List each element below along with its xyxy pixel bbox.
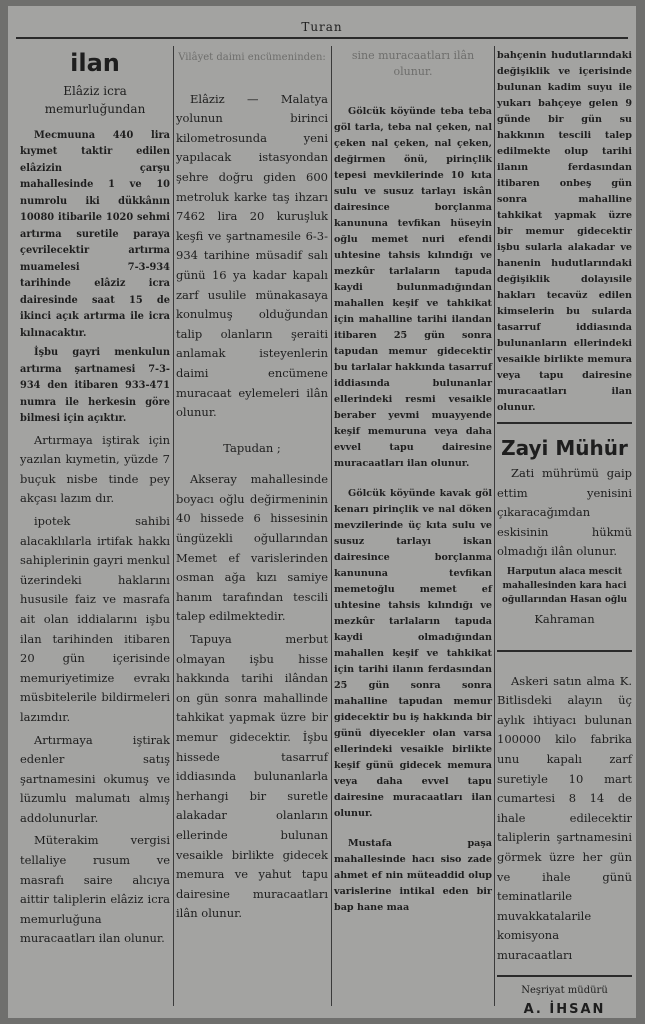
column-divider	[494, 46, 495, 1006]
paragraph: Akseray mahallesinde boyacı oğlu değirmeninin 40 hissede 6 hissesinin üngüzekli oğullarından Memet ef varislerinden osman ağa kızı samiye hanım tarafından tescili talep edilmektedir.	[176, 472, 328, 624]
military-purchase-text: Askeri satın alma K. Bitlisdeki alayın üç aylık ihtiyacı bulunan 100000 kilo fabrika unu kapalı zarf suretiyle 10 mart cumartesi 8 14 de ihale edilecektir taliplerin şartnamesini görmek üzre her gün ve ihale günü teminatlarile muvakkatalarile komisyona muracaatları	[497, 673, 632, 962]
notice-source: Vilâyet daimi encümeninden:	[178, 52, 326, 63]
zayi-muhur-note: Harputun alaca mescit mahallesinden kara haci oğullarından Hasan oğlu	[501, 566, 628, 605]
masthead	[8, 6, 636, 40]
continued-text: sine muracaatları ilân olunur.	[351, 49, 475, 78]
newspaper-title: Turan	[301, 20, 343, 34]
paragraph: Müterakim vergisi tellaliye rusum ve masrafı saire alıcıya aittir taliplerin elâziz icra memurluğuna muracaatları ilan olunur.	[20, 833, 170, 946]
column-2	[176, 48, 328, 1008]
paragraph: bahçenin hudutlarındaki değişiklik ve içerisinde bulunan kadim suyu ile yukarı bahçeye gelen 9 günde bir gün su hakkının tescili talep edilmekte olup tarihi ilanın ferdasından itibaren onbeş gün sonra mahalline tahkikat yapmak üzre bir memur gidecektir işbu sularla alakadar ve hanenin hudutlarındaki değişiklik dolayısile hakları tecavüz edilen kimselerin bu sularda tasarruf iddiasında bulunanların ellerindeki vesaikle birlikte memura veya tapu dairesine muracaatları ilan olunur.	[497, 50, 632, 413]
signature-name: Kahraman	[534, 611, 595, 626]
paragraph: Elâziz — Malatya yolunun birinci kilometrosunda yeni yapılacak istasyondan şehre doğru giden 600 metroluk karke taş ihzarı 7462 lira 20 kuruşluk keşfi ve şartnamesile 6-3-934 tarihine müsadif salı günü 16 ya kadar kapalı zarf usulile münakasaya konulmuş olduğundan talip olanların şeraiti anlamak isteyenlerin daimi encümene muracaat eylemeleri ilân olunur.	[176, 91, 328, 420]
section-heading: Tapudan ;	[223, 440, 281, 455]
paragraph: Gölcük köyünde teba teba göl tarla, teba nal çeken, nal çeken nal çeken, nal çeken, değirmen önü, pirinçlik tepesi mevkilerinde 10 kıta sulu ve susuz tarlayı iskân dairesince borçlanma kanununa tevfikan hüseyin oğlu memet nuri efendi uhtesine tahsis kılındığı ve mezkûr tarlaların tapuda kaydi bulunmadığından mahallen keşif ve tahkikat için mahalline tarihi ilandan itibaren 25 gün sonra tapudan memur gidecektir bu tarlalar hakkında tasarruf iddiasında bulunanlar ellerindeki resmi vesaikle beraber yevmi muayyende keşif memuruna veya daha evvel tapu dairesine muracaatları ilan olunur.	[334, 106, 492, 469]
section-rule	[497, 422, 632, 424]
paragraph: Gölcük köyünde kavak göl kenarı pirinçlik ve nal döken mevzilerinde üç kıta sulu ve susuz tarlayı iskan dairesince borçlanma kanununa tevfikan memetoğlu memet ef uhtesine tahsis kılındığı ve mezkûr tarlaların tapuda kaydi olmadığından mahallen keşif ve tahkikat için tarihi ilanın ferdasından 25 gün sonra sonra mahalline tapudan memur gidecektir bu iş hakkında bir günü diyecekler olan varsa ellerindeki vesaikle birlikte keşif günü gidecek memura veya daha evvel tapu dairesine muracaatları ilan olunur.	[334, 488, 492, 819]
ilan-heading: ilan	[70, 49, 120, 77]
column-divider	[173, 46, 174, 1006]
section-rule	[497, 650, 632, 652]
zayi-muhur-heading: Zayi Mühür	[501, 436, 628, 460]
column-4	[497, 48, 632, 1018]
column-1	[20, 48, 170, 1008]
zayi-muhur-text: Zati mührümü gaip ettim yenisini çıkaracağımdan eskisinin hükmü olmadığı ilân olunur.	[497, 466, 632, 559]
paragraph: Artırmaya iştirak edenler satış şartnamesini okumuş ve lüzumlu malumatı almış addolunurlar.	[20, 732, 170, 825]
paragraph: Artırmaya iştirak için yazılan kıymetin, yüzde 7 buçuk nisbe tinde pey akçası lazım dır.	[20, 432, 170, 506]
publisher-name: A. İHSAN	[523, 1002, 606, 1018]
section-rule	[497, 975, 632, 977]
paragraph: Tapuya merbut olmayan işbu hisse hakkında tarihi ilândan on gün sonra mahallinde tahkikat yapmak üzre bir memur gidecektir. İşbu hissede tasarruf iddiasında bulunanlarla herhangi bir suretle alakadar olanların ellerinde bulunan vesaikle birlikte gidecek memura ve yahut tapu dairesine muracaatları ilân olunur.	[176, 632, 328, 921]
masthead-rule	[16, 37, 628, 39]
auction-specification-text: İşbu gayri menkulun artırma şartnamesi 7-3-934 den itibaren 933-471 numra ile herkesin göre bilmesi için açıktır.	[20, 347, 170, 425]
column-divider	[331, 46, 332, 1006]
ilan-subheading: Elâziz icra memurluğundan	[44, 83, 146, 116]
auction-notice-text: Mecmuuna 440 lira kıymet taktir edilen elâzizin çarşu mahallesinde 1 ve 10 numrolu iki dükkânın 10080 itibarile 1020 sehmi artırma suretile paraya çevrilecektir artırma muamelesi 7-3-934 tarihinde elâziz icra dairesinde saat 15 de ikinci açık artırma ile icra kılınacaktır.	[20, 129, 170, 339]
newspaper-page	[8, 6, 636, 1018]
publisher-label: Neşriyat müdürü	[521, 985, 608, 997]
column-3	[334, 48, 492, 1008]
paragraph: Mustafa paşa mahallesinde hacı siso zade ahmet ef nin müteaddid olup varislerine intikal eden bir bap hane maa	[334, 838, 492, 913]
paragraph: ipotek sahibi alacaklılarla irtifak hakkı sahiplerinin gayri menkul üzerindeki haklarını hususile faiz ve masrafa ait olan iddialarını işbu ilan tarihinden itibaren 20 gün içerisinde memuriyetimize evrakı müsbitelerile bildirmeleri lazımdır.	[20, 513, 170, 724]
